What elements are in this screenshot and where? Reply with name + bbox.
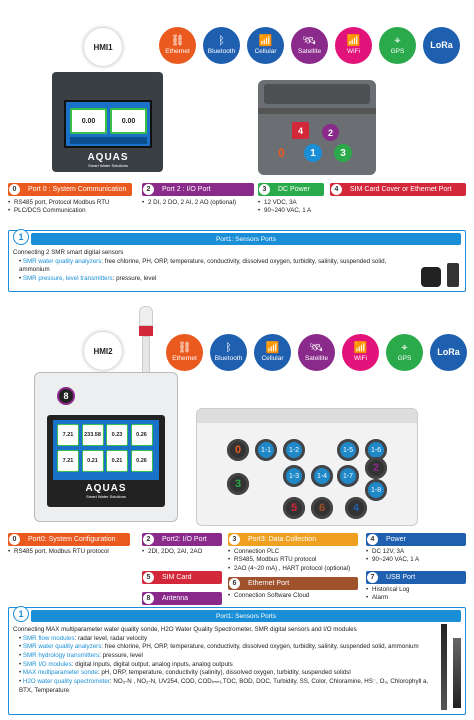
hmi1-port1-panel (8, 230, 466, 292)
hmi1-port-4-sim: 4 (292, 122, 309, 139)
gland-port-1-7: 1-7 (337, 465, 359, 487)
hmi2-connectivity-row (166, 334, 472, 374)
port-item: • Historical Log (366, 586, 466, 594)
hmi2-screen-value: 7.21 (57, 424, 79, 446)
wifi-icon: 📶 WiFi (335, 27, 372, 64)
port-item: • 90~240 VAC, 1 A (366, 556, 466, 564)
hmi2-port-3: 3 Port3: Data Collection • Connection PLC • RS485, Modbus RTU protocol • 2AO (4~20 mA) , HART protocol (optional) (228, 533, 358, 573)
hmi1-port-2: 2 Port 2 : I/O Port • 2 DI, 2 DO, 2 AI, 2 AO (optional) (142, 183, 254, 207)
hmi2-device-front (34, 372, 178, 522)
hmi1-screen (64, 100, 152, 148)
sensor-probe-icon (421, 267, 441, 287)
bluetooth-icon: ᛒ Bluetooth (203, 27, 240, 64)
gland-port-1-2: 1-2 (283, 439, 305, 461)
cellular-icon: 📶 Cellular (247, 27, 284, 64)
hmi2-device-bottom (196, 408, 418, 526)
hmi2-port-4: 4 Power • DC 12V, 3A • 90~240 VAC, 1 A (366, 533, 466, 565)
hmi2-screen-value: 233.58 (82, 424, 104, 446)
gland-port-1-4: 1-4 (311, 465, 333, 487)
hmi2-port1-text: Connecting MAX multiparameter water quality sonde, H2O Water Quality Spectrometer, SMR digital sensors and I/O modules • SMR flow modules: radar level, radar velocity • SMR water quality analyzers: free chlorine, PH, ORP, temperature, conductivity, dissolved oxygen, turbidity, salinity, suspended solid, ammonium • SMR hydrology transmitters: pressure, level • SMR I/O modules: digital Inputs, digital output, analog inputs, analog outputs • MAX multiparameter sonde: pH, ORP, temperature, conductivity (salinity), dissolved oxygen, turbidity, suspended solidsl • H2O water quality spectrometer: NO₃-N , NO₂-N, UV254, COD, COD₍ₘₙ₎,TOC, BOD, DOC, Turbidity, SS, Color, Chloramine, HS⁻, O₃, Chlorophyll a, BTX, Temperature (13, 626, 433, 695)
hmi1-port-3-power: 3 (334, 144, 352, 162)
gland-port-1-1: 1-1 (255, 439, 277, 461)
sensor-line: • H2O water quality spectrometer: NO₃-N , NO₂-N, UV254, COD, COD₍ₘₙ₎,TOC, BOD, DOC, Turbidity, SS, Color, Chloramine, HS⁻, O₃, Chlorophyll a, BTX, Temperature (19, 678, 429, 694)
gps-icon: ⌖ GPS (379, 27, 416, 64)
gland-port-3: 3 (227, 473, 249, 495)
port-item: • Connection Software Cloud (228, 592, 358, 600)
hmi1-connectivity-row (159, 27, 469, 67)
port-item: • 90~240 VAC, 1 A (258, 207, 324, 215)
gps-icon: ⌖ GPS (386, 334, 423, 371)
hmi2-port-7: 7 USB Port • Historical Log • Alarm (366, 571, 466, 603)
gland-port-0: 0 (227, 439, 249, 461)
hmi1-port1-number: 1 (13, 229, 29, 245)
sensor-line: • SMR flow modules: radar level, radar velocity (19, 634, 148, 642)
cellular-icon: 📶 Cellular (254, 334, 291, 371)
gland-port-1-8: 1-8 (365, 479, 387, 501)
hmi1-screen-value: 0.00 (110, 108, 147, 134)
satellite-icon: 🛰 Satellite (291, 27, 328, 64)
hmi2-screen-value: 0.26 (131, 424, 153, 446)
hmi2-screen-value: 0.21 (106, 450, 128, 472)
hmi1-port-1-sensors: 1 (304, 144, 322, 162)
gland-port-5: 5 (283, 497, 305, 519)
gland-port-1-3: 1-3 (283, 465, 305, 487)
port-item: • PLC/DCS Communication (8, 207, 132, 215)
hmi1-port-0-comm: 0 (278, 145, 285, 160)
hmi1-brand-logo: AQUAS Smart Water Solutions (87, 152, 129, 168)
hmi1-label: HMI1 (84, 28, 122, 66)
hmi1-port-2-io: 2 (322, 124, 339, 141)
hmi2-port1-number: 1 (13, 606, 29, 622)
hmi1-port-0: 0 Port 0 : System Communication • RS485 port, Protocol Modbus RTU • PLC/DCS Communication (8, 183, 132, 216)
port-item: • RS485 port, Protocol Modbus RTU (8, 199, 132, 207)
hmi2-port-5: 5 SIM Card (142, 571, 222, 584)
hmi1-port-3: 3 DC Power • 12 VDC, 3A • 90~240 VAC, 1 A (258, 183, 324, 216)
hmi2-port1-title: Port1: Sensors Ports (31, 610, 461, 622)
bluetooth-icon: ᛒ Bluetooth (210, 334, 247, 371)
hmi2-screen (47, 415, 165, 507)
gland-port-6: 6 (311, 497, 333, 519)
port-item: • Connection PLC (228, 548, 358, 556)
lora-icon: LoRa (430, 334, 467, 371)
port-item: • RS485 port, Modbus RTU protocol (8, 548, 130, 556)
sensor-probe-icon (453, 638, 461, 708)
hmi1-device-bottom (258, 80, 376, 175)
sensor-line: • SMR I/O modules: digital Inputs, digital output, analog inputs, analog outputs (19, 660, 233, 668)
hmi2-port-8-antenna: 8 (57, 387, 75, 405)
ethernet-icon: ⛓ Ethernet (166, 334, 203, 371)
port-item: • Alarm (366, 594, 466, 602)
hmi1-port-4: 4 SIM Card Cover or Ethernet Port (330, 183, 466, 196)
port-item: • DC 12V, 3A (366, 548, 466, 556)
gland-port-4: 4 (345, 497, 367, 519)
sensor-line: • SMR water quality analyzers: free chlorine, PH, ORP, temperature, conductivity, dissolved oxygen, turbidity, salinity, suspended solid, ammonium (19, 643, 419, 651)
hmi2-port-2: 2 Port2: I/O Port • 2DI, 2DO, 2AI, 2AO (142, 533, 222, 556)
gland-port-1-6: 1-6 (365, 439, 387, 461)
gland-port-1-5: 1-5 (337, 439, 359, 461)
sensor-probe-icon (447, 263, 459, 287)
satellite-icon: 🛰 Satellite (298, 334, 335, 371)
hmi2-screen-value: 0.21 (82, 450, 104, 472)
hmi1-device-front (52, 72, 163, 172)
lora-icon: LoRa (423, 27, 460, 64)
gland-port-2: 2 (365, 457, 387, 479)
hmi2-label: HMI2 (84, 332, 122, 370)
alarm-beacon (136, 306, 156, 376)
hmi2-port-8: 8 Antenna (142, 592, 222, 605)
hmi2-screen-value: 0.26 (131, 450, 153, 472)
hmi2-brand-logo: AQUAS Smart Water Solutions (85, 483, 127, 499)
hmi1-port1-text: Connecting 2 SMR smart digital sensors • SMR water quality analyzers: free chlorine, PH, ORP, temperature, conductivity, dissolved oxygen, turbidity, salinity, suspended solid, ammonium • SMR pressure, level transmitters: pressure, level (13, 249, 387, 283)
hmi2-screen-value: 0.23 (106, 424, 128, 446)
hmi1-screen-value: 0.00 (70, 108, 107, 134)
sensor-probe-icon (441, 624, 447, 710)
ethernet-icon: ⛓ Ethernet (159, 27, 196, 64)
port-item: • RS485, Modbus RTU protocol (228, 556, 358, 564)
hmi2-port-0: 0 Port0: System Configuration • RS485 port, Modbus RTU protocol (8, 533, 130, 556)
hmi2-port1-panel (8, 607, 466, 715)
hmi2-port-6: 6 Ethernet Port • Connection Software Cloud (228, 577, 358, 600)
sensor-line: • SMR hydrology transmitters: pressure, level (19, 652, 143, 660)
port-item: • 12 VDC, 3A (258, 199, 324, 207)
port-item: • 2AO (4~20 mA) , HART protocol (optional) (228, 565, 358, 573)
sensor-line: • MAX multiparameter sonde: pH, ORP, temperature, conductivity (salinity), dissolved oxygen, turbidity, suspended solidsl (19, 669, 351, 677)
wifi-icon: 📶 WiFi (342, 334, 379, 371)
hmi1-port1-title: Port1: Sensors Ports (31, 233, 461, 245)
port-item: • 2 DI, 2 DO, 2 AI, 2 AO (optional) (142, 199, 254, 207)
port-item: • 2DI, 2DO, 2AI, 2AO (142, 548, 222, 556)
hmi2-screen-value: 7.21 (57, 450, 79, 472)
